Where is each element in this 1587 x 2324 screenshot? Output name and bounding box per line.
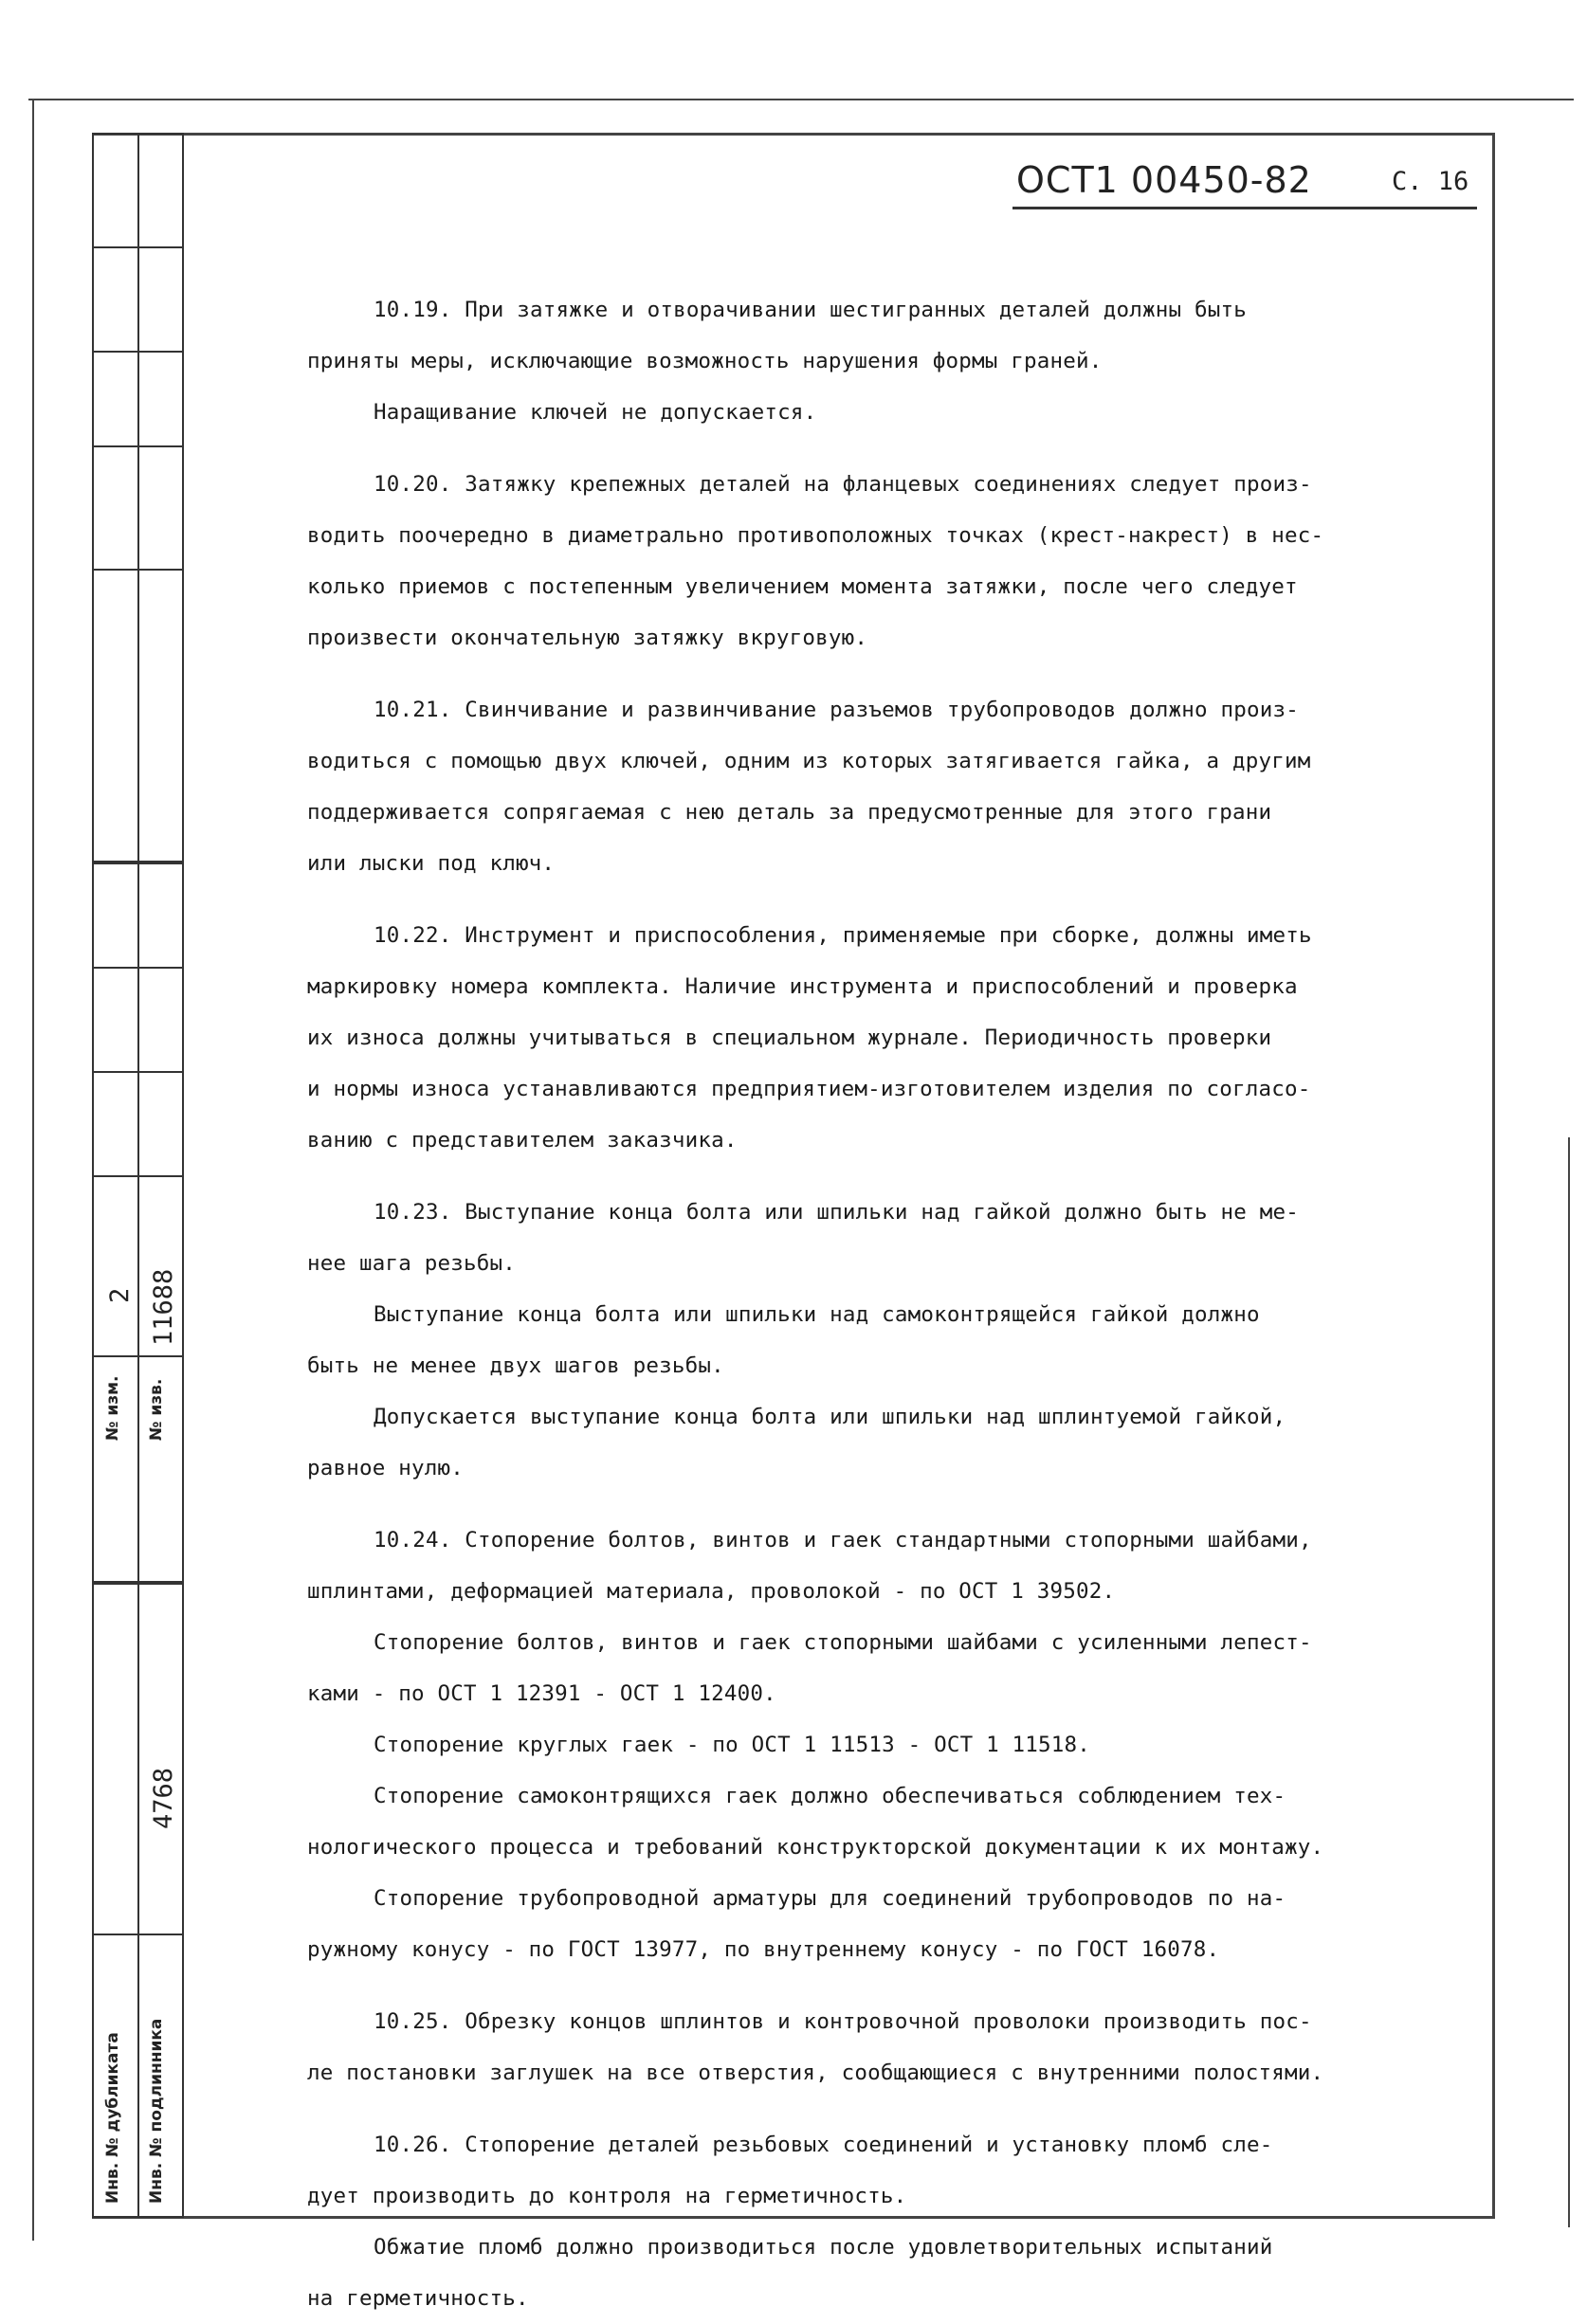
text-line: равное нулю. <box>307 1456 464 1480</box>
margin-row-line <box>92 351 184 353</box>
text-line: шплинтами, деформацией материала, проволокой - по ОСТ 1 39502. <box>307 1579 1116 1604</box>
text-line: 10.19. При затяжке и отворачивании шестигранных деталей должны быть <box>374 298 1247 322</box>
paragraph <box>307 1515 1464 1617</box>
paragraph <box>307 1187 1464 1289</box>
text-line: произвести окончательную затяжку вкруговую. <box>307 626 868 650</box>
izv-label: № изв. <box>147 1378 166 1441</box>
paragraph <box>307 1617 1464 1719</box>
paragraph <box>307 2222 1464 2324</box>
paragraph <box>307 1719 1464 1770</box>
text-line: Стопорение самоконтрящихся гаек должно обеспечиваться соблюдением тех- <box>374 1784 1286 1808</box>
text-line: Стопорение круглых гаек - по ОСТ 1 11513 - ОСТ 1 11518. <box>374 1733 1091 1757</box>
text-line: 10.21. Свинчивание и развинчивание разъемов трубопроводов должно произ- <box>374 698 1299 722</box>
margin-stamp-table <box>92 133 184 2218</box>
text-line: или лыски под ключ. <box>307 851 556 876</box>
text-line: нологического процесса и требований конструкторской документации к их монтажу. <box>307 1835 1324 1860</box>
text-line: 10.23. Выступание конца болта или шпильки над гайкой должно быть не ме- <box>374 1200 1299 1225</box>
text-line: водить поочередно в диаметрально противоположных точках (крест-накрест) в нес- <box>307 523 1324 548</box>
margin-row-line <box>92 1355 184 1357</box>
document-body <box>307 284 1464 2324</box>
text-line: колько приемов с постепенным увеличением момента затяжки, после чего следует <box>307 574 1298 599</box>
text-line: быть не менее двух шагов резьбы. <box>307 1353 724 1378</box>
top-border <box>28 99 1574 100</box>
frame-right <box>1492 133 1495 2218</box>
text-line: дует производить до контроля на герметичность. <box>307 2184 907 2208</box>
inv-podl-value: 4768 <box>149 1767 178 1829</box>
text-line: Наращивание ключей не допускается. <box>374 400 817 425</box>
text-line: 10.22. Инструмент и приспособления, применяемые при сборке, должны иметь <box>374 923 1312 948</box>
paragraph <box>307 1770 1464 1873</box>
text-line: Стопорение трубопроводной арматуры для соединений трубопроводов по на- <box>374 1886 1286 1911</box>
paragraph <box>307 1391 1464 1494</box>
text-line: 10.20. Затяжку крепежных деталей на фланцевых соединениях следует произ- <box>374 472 1312 497</box>
text-line: ружному конусу - по ГОСТ 13977, по внутреннему конусу - по ГОСТ 16078. <box>307 1937 1220 1962</box>
text-line: Обжатие пломб должно производиться после удовлетворительных испытаний <box>374 2235 1273 2260</box>
margin-row-line <box>92 1071 184 1073</box>
text-line: их износа должны учитываться в специальном журнале. Периодичность проверки <box>307 1026 1272 1050</box>
text-line: нее шага резьбы. <box>307 1251 516 1276</box>
text-line: Выступание конца болта или шпильки над самоконтрящейся гайкой должно <box>374 1302 1260 1327</box>
inv-podl-label: Инв. № подлинника <box>147 2018 166 2204</box>
text-line: ками - по ОСТ 1 12391 - ОСТ 1 12400. <box>307 1681 776 1706</box>
text-line: ванию с представителем заказчика. <box>307 1128 738 1153</box>
text-line: водиться с помощью двух ключей, одним из которых затягивается гайка, а другим <box>307 749 1311 773</box>
paragraph <box>307 1873 1464 1975</box>
izv-value: 11688 <box>149 1268 178 1346</box>
paragraph <box>307 284 1464 387</box>
text-line: маркировку номера комплекта. Наличие инструмента и приспособлений и проверка <box>307 974 1298 999</box>
paragraph <box>307 459 1464 663</box>
text-line: и нормы износа устанавливаются предприятием-изготовителем изделия по согласо- <box>307 1077 1311 1101</box>
text-line: на герметичность. <box>307 2286 529 2311</box>
right-edge <box>1568 1137 1570 2227</box>
paragraph <box>307 1289 1464 1391</box>
izm-label: № изм. <box>103 1375 122 1441</box>
inv-dubl-label: Инв. № дубликата <box>103 2032 122 2204</box>
izm-value: 2 <box>105 1287 135 1303</box>
document-code-underline <box>1012 207 1477 209</box>
paragraph <box>307 1996 1464 2098</box>
margin-row-line <box>92 1934 184 1935</box>
text-line: Стопорение болтов, винтов и гаек стопорными шайбами с усиленными лепест- <box>374 1630 1312 1655</box>
paragraph <box>307 910 1464 1166</box>
text-line: 10.24. Стопорение болтов, винтов и гаек стандартными стопорными шайбами, <box>374 1528 1312 1552</box>
left-edge <box>32 99 34 2241</box>
text-line: 10.26. Стопорение деталей резьбовых соединений и установку пломб сле- <box>374 2133 1273 2157</box>
margin-cell <box>92 862 184 1583</box>
text-line: 10.25. Обрезку концов шплинтов и контровочной проволоки производить пос- <box>374 2009 1312 2034</box>
paragraph <box>307 387 1464 438</box>
margin-row-line <box>92 967 184 969</box>
text-line: поддерживается сопрягаемая с нею деталь за предусмотренные для этого грани <box>307 800 1272 825</box>
text-line: приняты меры, исключающие возможность нарушения формы граней. <box>307 349 1103 373</box>
document-code: ОСТ1 00450-82 <box>1016 159 1312 201</box>
text-line: ле постановки заглушек на все отверстия, сообщающиеся с внутренними полостями. <box>307 2061 1324 2085</box>
margin-row-line <box>92 445 184 447</box>
page-number: С. 16 <box>1392 167 1469 196</box>
text-line: Допускается выступание конца болта или шпильки над шплинтуемой гайкой, <box>374 1405 1286 1429</box>
margin-row-line <box>92 246 184 248</box>
frame-top <box>92 133 1495 136</box>
margin-row-line <box>92 1175 184 1177</box>
paragraph <box>307 684 1464 889</box>
margin-row-line <box>92 569 184 571</box>
paragraph <box>307 2119 1464 2222</box>
